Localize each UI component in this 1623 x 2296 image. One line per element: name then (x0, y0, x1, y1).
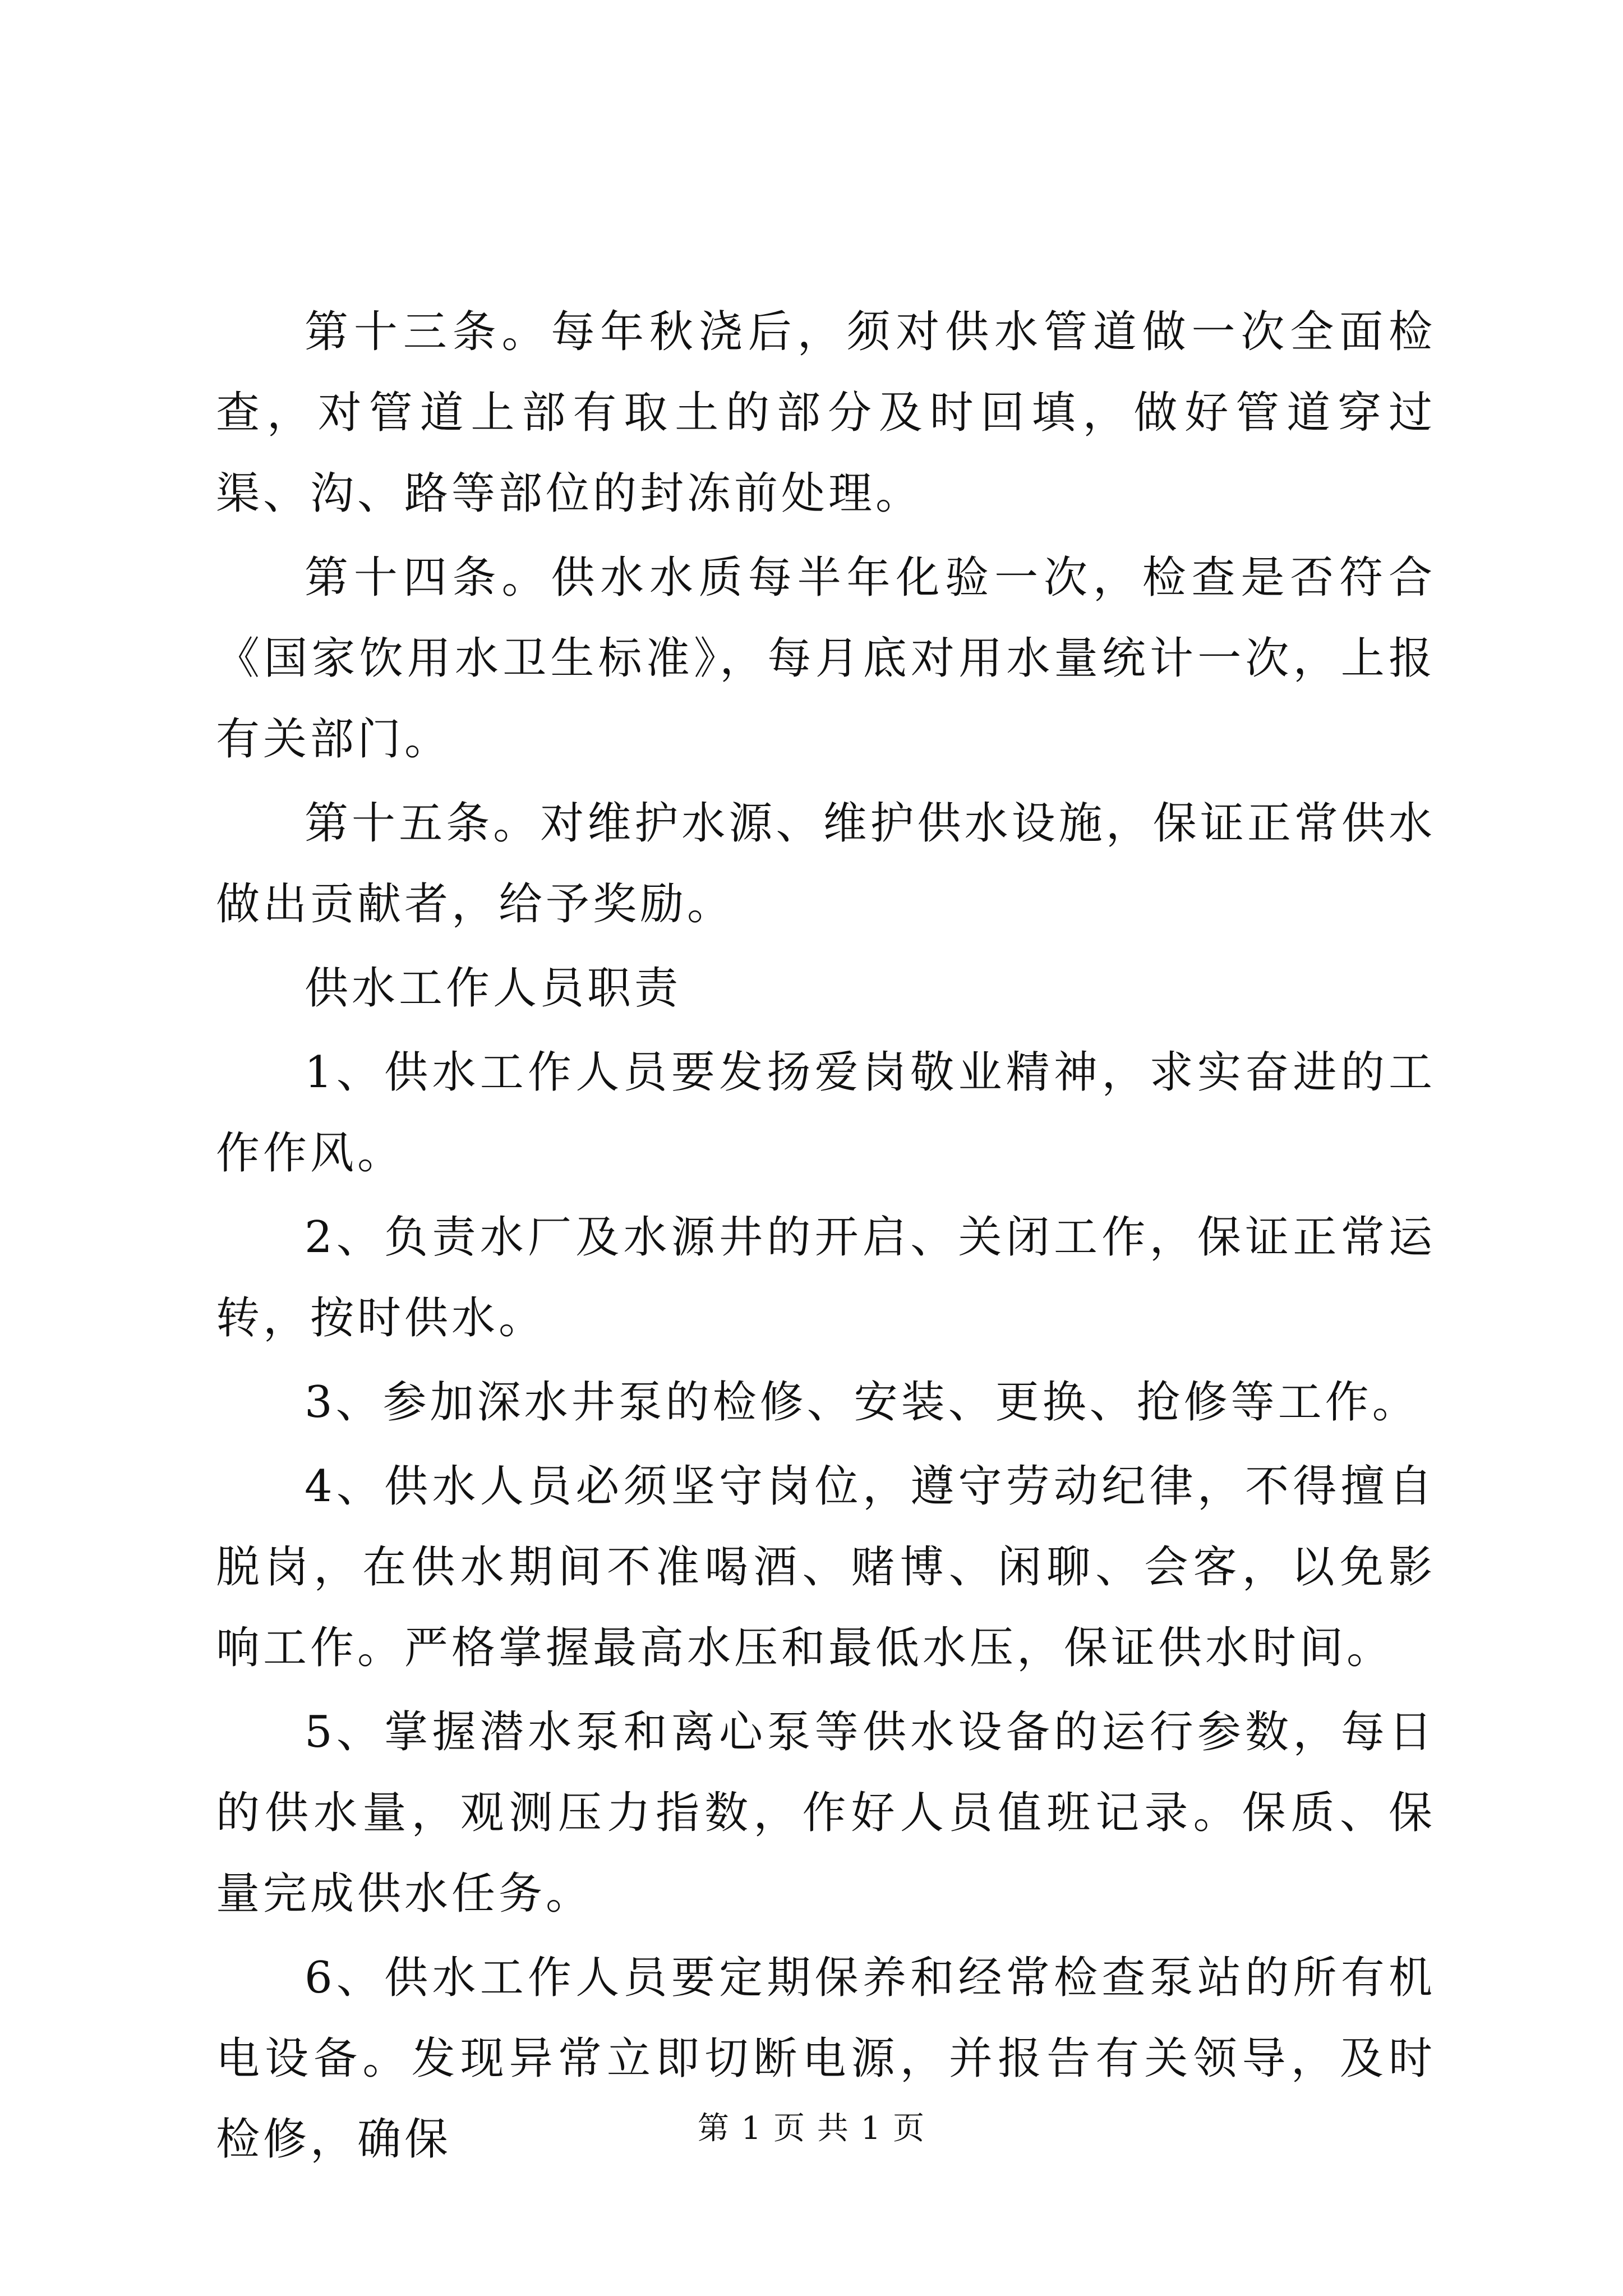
paragraph-article-15: 第十五条。对维护水源、维护供水设施，保证正常供水做出贡献者，给予奖励。 (216, 798, 1436, 930)
document-body (216, 292, 1436, 2180)
duty-item-2: 2、负责水厂及水源井的开启、关闭工作，保证正常运转，按时供水。 (216, 1212, 1436, 1343)
paragraph-article-14: 第十四条。供水水质每半年化验一次，检查是否符合《国家饮用水卫生标准》，每月底对用水量统计一次，上报有关部门。 (216, 553, 1436, 765)
duty-item-4: 4、供水人员必须坚守岗位，遵守劳动纪律，不得擅自脱岗，在供水期间不准喝酒、赌博、闲聊、会客，以免影响工作。严格掌握最高水压和最低水压，保证供水时间。 (216, 1461, 1436, 1673)
section-heading: 供水工作人员职责 (305, 963, 682, 1014)
duty-item-5: 5、掌握潜水泵和离心泵等供水设备的运行参数，每日的供水量，观测压力指数，作好人员值班记录。保质、保量完成供水任务。 (216, 1707, 1436, 1919)
page-footer: 第 1 页 共 1 页 (697, 2110, 926, 2147)
duty-item-3: 3、参加深水井泵的检修、安装、更换、抢修等工作。 (305, 1377, 1419, 1428)
paragraph-article-13: 第十三条。每年秋浇后，须对供水管道做一次全面检查，对管道上部有取土的部分及时回填，做好管道穿过渠、沟、路等部位的封冻前处理。 (216, 307, 1436, 519)
duty-item-6: 6、供水工作人员要定期保养和经常检查泵站的所有机电设备。发现异常立即切断电源，并报告有关领导，及时检修，确保 (216, 1953, 1436, 2165)
duty-item-1: 1、供水工作人员要发扬爱岗敬业精神，求实奋进的工作作风。 (216, 1047, 1436, 1179)
